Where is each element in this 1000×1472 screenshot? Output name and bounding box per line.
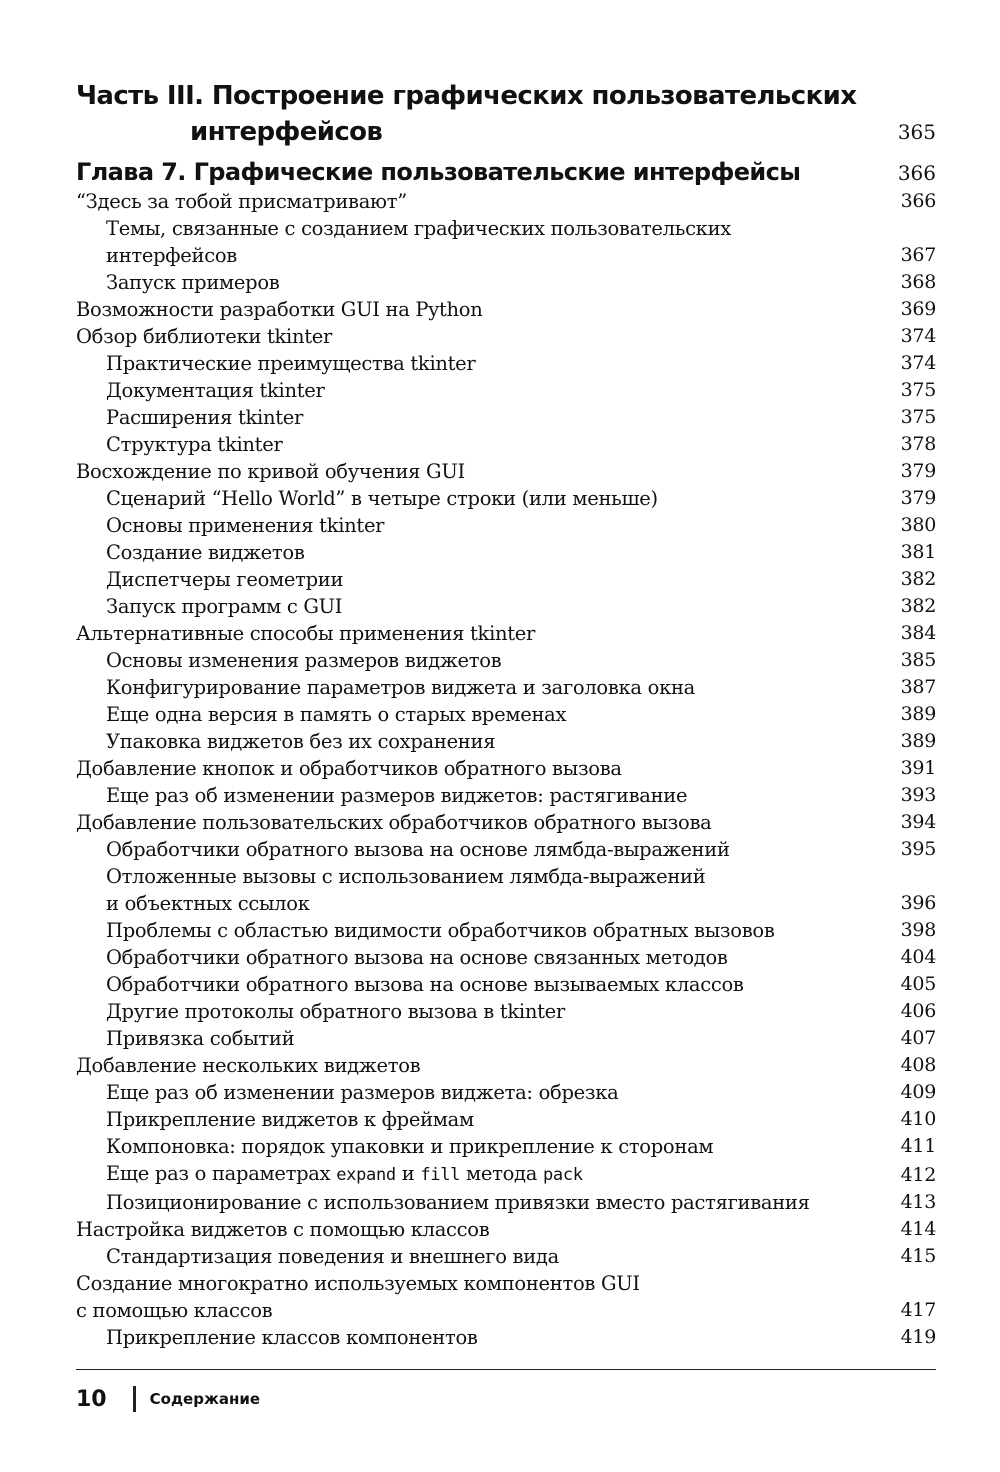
toc-entry-title <box>106 1189 901 1216</box>
toc-entry-page-number: 368 <box>900 271 936 293</box>
toc-entry-title-line: Обработчики обратного вызова на основе связанных методов <box>106 946 728 969</box>
code-term: fill <box>420 1165 461 1185</box>
toc-entry <box>76 431 936 458</box>
toc-entry <box>76 350 936 377</box>
toc-entry <box>76 917 936 944</box>
toc-entry-title <box>106 593 901 620</box>
toc-entry-title-line: Еще раз об изменении размеров виджета: обрезка <box>106 1081 619 1104</box>
toc-entry-title-line: Привязка событий <box>106 1027 295 1050</box>
toc-entry-title <box>106 674 901 701</box>
toc-entry-title-line: Еще раз об изменении размеров виджетов: растягивание <box>106 784 688 807</box>
toc-entry-title <box>106 404 901 431</box>
toc-entry-page-number: 413 <box>900 1191 936 1213</box>
toc-entry-title <box>106 431 901 458</box>
toc-entry <box>76 1216 936 1243</box>
toc-entry-page-number: 366 <box>900 190 936 212</box>
toc-entry-title-line: Еще одна версия в память о старых временах <box>106 703 567 726</box>
toc-entry-title <box>106 971 901 998</box>
title-text: метода <box>460 1162 543 1185</box>
toc-entry-page-number: 385 <box>900 649 936 671</box>
toc-entry <box>76 1052 936 1079</box>
toc-entry-title-line: интерфейсов <box>106 244 237 267</box>
toc-entry-page-number: 394 <box>900 811 936 833</box>
title-text: и <box>395 1162 421 1185</box>
toc-entry <box>76 1324 936 1351</box>
toc-entry <box>76 863 936 917</box>
toc-entry-title-line: “Здесь за тобой присматривают” <box>76 190 407 213</box>
toc-entry-page-number: 417 <box>900 1299 936 1321</box>
toc-entry-title-line: Добавление нескольких виджетов <box>76 1054 421 1077</box>
toc-entry-page-number: 382 <box>900 568 936 590</box>
toc-entry-title-line: Прикрепление виджетов к фреймам <box>106 1108 474 1131</box>
toc-entry-page-number: 387 <box>900 676 936 698</box>
toc-entry-title <box>76 755 901 782</box>
toc-entry-title <box>76 620 901 647</box>
toc-entry-title <box>76 188 901 215</box>
toc-entry <box>76 296 936 323</box>
toc-entry <box>76 1160 936 1189</box>
toc-entry-title-line: Альтернативные способы применения tkinter <box>76 622 536 645</box>
toc-entry-title-line: Диспетчеры геометрии <box>106 568 344 591</box>
toc-entry <box>76 728 936 755</box>
toc-entry-title-line: Конфигурирование параметров виджета и заголовка окна <box>106 676 695 699</box>
toc-entry-page-number: 379 <box>900 487 936 509</box>
toc-entry <box>76 377 936 404</box>
toc-entry-page-number: 381 <box>900 541 936 563</box>
toc-entry <box>76 809 936 836</box>
toc-entry-title <box>106 1133 901 1160</box>
toc-entry-title-line <box>106 1160 885 1189</box>
toc-entry-title <box>106 1079 901 1106</box>
toc-entry-title-line: Документация tkinter <box>106 379 325 402</box>
toc-entry-page-number: 414 <box>900 1218 936 1240</box>
toc-entry-title-line: Другие протоколы обратного вызова в tkinter <box>106 1000 565 1023</box>
toc-entry-title <box>106 566 901 593</box>
toc-entry <box>76 512 936 539</box>
toc-entry <box>76 998 936 1025</box>
toc-entry-title <box>76 458 901 485</box>
toc-entry-title <box>106 539 901 566</box>
toc-entry-page-number: 410 <box>900 1108 936 1130</box>
toc-entry-title <box>106 215 901 269</box>
toc-entry <box>76 458 936 485</box>
toc-entry <box>76 1106 936 1133</box>
toc-entry-title <box>106 350 901 377</box>
toc-entry-title-line: Добавление кнопок и обработчиков обратного вызова <box>76 757 622 780</box>
toc-entry-title <box>106 782 901 809</box>
toc-entry-title-line: Запуск программ с GUI <box>106 595 343 618</box>
toc-entry-page-number: 411 <box>900 1135 936 1157</box>
toc-entry-title-line: и объектных ссылок <box>106 892 310 915</box>
toc-entry-page-number: 378 <box>900 433 936 455</box>
toc-entry-page-number: 412 <box>900 1164 936 1186</box>
chapter-page-number: 366 <box>897 161 936 185</box>
toc-entry-page-number: 379 <box>900 460 936 482</box>
toc-entry-title-line: Восхождение по кривой обучения GUI <box>76 460 465 483</box>
toc-entry <box>76 620 936 647</box>
title-text: Еще раз о параметрах <box>106 1162 337 1185</box>
toc-entry-title <box>106 1324 901 1351</box>
toc-entry-page-number: 380 <box>900 514 936 536</box>
toc-entry-page-number: 395 <box>900 838 936 860</box>
toc-entry <box>76 566 936 593</box>
toc-entry-title <box>76 1270 901 1324</box>
toc-entry-title-line: Обработчики обратного вызова на основе вызываемых классов <box>106 973 744 996</box>
toc-entry <box>76 971 936 998</box>
toc-entry-title-line: Запуск примеров <box>106 271 280 294</box>
toc-entry <box>76 539 936 566</box>
toc-entry-page-number: 405 <box>900 973 936 995</box>
toc-entry-title-line: Позиционирование с использованием привязки вместо растягивания <box>106 1191 810 1214</box>
toc-entry-title-line: Основы применения tkinter <box>106 514 385 537</box>
toc-entry-page-number: 409 <box>900 1081 936 1103</box>
toc-entry-title-line: Возможности разработки GUI на Python <box>76 298 483 321</box>
toc-entry-title <box>106 701 901 728</box>
toc-entry-title-line: Упаковка виджетов без их сохранения <box>106 730 496 753</box>
toc-entry <box>76 1025 936 1052</box>
page-footer <box>76 1384 260 1414</box>
toc-entry-title-line: Обзор библиотеки tkinter <box>76 325 333 348</box>
toc-entry-title <box>106 1106 901 1133</box>
toc-entry-title <box>106 647 901 674</box>
toc-entry-page-number: 389 <box>900 730 936 752</box>
toc-entry-title <box>76 809 901 836</box>
toc-entry-title-line: Обработчики обратного вызова на основе лямбда-выражений <box>106 838 730 861</box>
toc-entry-title <box>106 512 901 539</box>
toc-entry-page-number: 375 <box>900 406 936 428</box>
toc-entry-title-line: Добавление пользовательских обработчиков обратного вызова <box>76 811 712 834</box>
toc-entry-title-line: Прикрепление классов компонентов <box>106 1326 478 1349</box>
toc-entry <box>76 323 936 350</box>
toc-entry-title-line: Основы изменения размеров виджетов <box>106 649 502 672</box>
toc-entry-title <box>106 377 901 404</box>
toc-entry-page-number: 396 <box>900 892 936 914</box>
part-title-line-2: интерфейсов <box>190 117 383 147</box>
toc-entry-title-line: Настройка виджетов с помощью классов <box>76 1218 490 1241</box>
toc-entry-page-number: 415 <box>900 1245 936 1267</box>
toc-entry-title-line: Структура tkinter <box>106 433 283 456</box>
toc-entry <box>76 1243 936 1270</box>
toc-entry-title-line: Темы, связанные с созданием графических пользовательских <box>106 217 731 240</box>
toc-entry-page-number: 369 <box>900 298 936 320</box>
toc-entry <box>76 1133 936 1160</box>
toc-entry <box>76 188 936 215</box>
toc-entry <box>76 755 936 782</box>
toc-entry <box>76 215 936 269</box>
toc-entry-page-number: 382 <box>900 595 936 617</box>
toc-entry-page-number: 408 <box>900 1054 936 1076</box>
code-term: expand <box>336 1165 396 1185</box>
toc-entry-title <box>106 1025 901 1052</box>
toc-entry-title <box>76 296 901 323</box>
toc-entry-page-number: 393 <box>900 784 936 806</box>
toc-list <box>76 188 936 1351</box>
part-title-line-1: Часть III. Построение графических пользовательских <box>76 81 857 111</box>
toc-entry-page-number: 404 <box>900 946 936 968</box>
toc-entry-title <box>106 485 901 512</box>
part-page-number: 365 <box>897 120 936 144</box>
toc-entry <box>76 1270 936 1324</box>
toc-entry-page-number: 375 <box>900 379 936 401</box>
toc-entry <box>76 1079 936 1106</box>
toc-entry-title <box>106 944 901 971</box>
footer-divider <box>76 1369 936 1370</box>
toc-entry-page-number: 389 <box>900 703 936 725</box>
toc-entry-page-number: 391 <box>900 757 936 779</box>
code-term: pack <box>542 1165 583 1185</box>
toc-entry-title-line: с помощью классов <box>76 1299 273 1322</box>
toc-entry-title-line: Компоновка: порядок упаковки и прикрепление к сторонам <box>106 1135 714 1158</box>
toc-entry <box>76 404 936 431</box>
toc-entry-title <box>76 1052 901 1079</box>
toc-entry <box>76 647 936 674</box>
toc-entry-page-number: 406 <box>900 1000 936 1022</box>
chapter-heading <box>76 154 936 191</box>
toc-entry-page-number: 374 <box>900 325 936 347</box>
toc-entry-title-line: Создание многократно используемых компонентов GUI <box>76 1272 640 1295</box>
toc-entry <box>76 944 936 971</box>
toc-entry-title <box>106 863 901 917</box>
toc-entry-page-number: 419 <box>900 1326 936 1348</box>
toc-entry-title <box>106 998 901 1025</box>
toc-entry-title <box>106 269 901 296</box>
toc-entry <box>76 1189 936 1216</box>
toc-entry-title-line: Расширения tkinter <box>106 406 304 429</box>
toc-entry-page-number: 367 <box>900 244 936 266</box>
toc-entry-page-number: 384 <box>900 622 936 644</box>
toc-entry <box>76 485 936 512</box>
toc-entry <box>76 674 936 701</box>
toc-entry <box>76 269 936 296</box>
toc-entry-title-line: Отложенные вызовы с использованием лямбда-выражений <box>106 865 706 888</box>
footer-page-number: 10 <box>76 1386 107 1412</box>
toc-entry <box>76 836 936 863</box>
toc-entry-title-line: Сценарий “Hello World” в четыре строки (или меньше) <box>106 487 658 510</box>
toc-entry <box>76 782 936 809</box>
toc-entry <box>76 593 936 620</box>
toc-entry-title <box>106 1160 901 1189</box>
toc-entry <box>76 701 936 728</box>
toc-entry-title-line: Стандартизация поведения и внешнего вида <box>106 1245 559 1268</box>
toc-entry-title <box>76 1216 901 1243</box>
toc-entry-title-line: Проблемы с областью видимости обработчиков обратных вызовов <box>106 919 775 942</box>
toc-entry-title <box>106 1243 901 1270</box>
toc-entry-title <box>76 323 901 350</box>
toc-entry-title <box>106 728 901 755</box>
chapter-title: Глава 7. Графические пользовательские интерфейсы <box>76 158 801 186</box>
toc-entry-title <box>106 836 901 863</box>
toc-entry-title <box>106 917 901 944</box>
toc-entry-page-number: 374 <box>900 352 936 374</box>
part-heading <box>76 78 936 150</box>
toc-entry-title-line: Практические преимущества tkinter <box>106 352 476 375</box>
toc-entry-page-number: 398 <box>900 919 936 941</box>
toc-entry-page-number: 407 <box>900 1027 936 1049</box>
footer-section-title: Содержание <box>149 1390 261 1408</box>
footer-separator <box>133 1386 136 1412</box>
toc-entry-title-line: Создание виджетов <box>106 541 305 564</box>
